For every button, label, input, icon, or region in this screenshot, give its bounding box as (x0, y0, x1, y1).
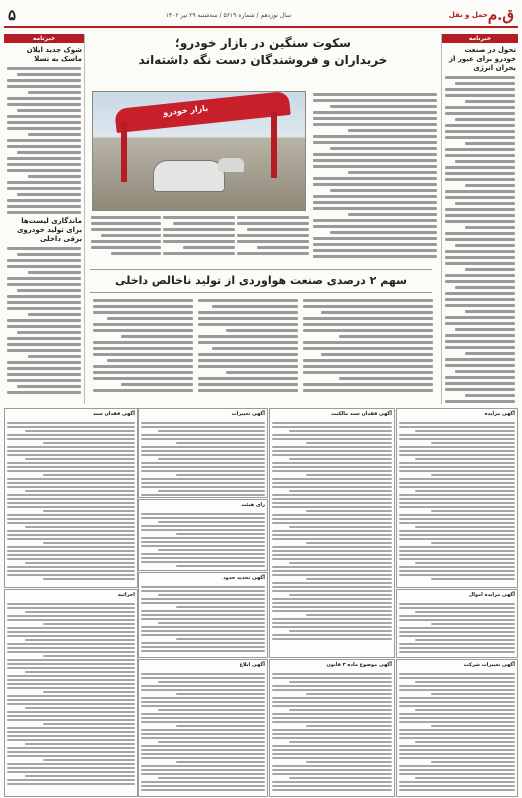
headline-line-1: سکوت سنگین در بازار خودرو؛ (175, 36, 351, 50)
second-story-col-2 (195, 296, 301, 402)
left-column-body-2 (4, 247, 84, 394)
page-number: ۵ (8, 6, 17, 24)
classified-title: رای هیئت (241, 502, 265, 508)
right-section-label: خبرنامه (442, 34, 518, 43)
second-story-col-3 (90, 296, 196, 402)
classified-ad (396, 408, 518, 588)
page-header (4, 4, 518, 28)
classified-ad (138, 408, 268, 498)
main-story-body-cont-3 (88, 213, 164, 265)
classified-ad (396, 659, 518, 797)
main-story-body (310, 90, 440, 262)
issue-meta: سال نوزدهم / شماره ۵۶۱۹ / سه‌شنبه ۲۹ تیر ۱۴۰۲ (165, 11, 292, 19)
classified-ad (269, 659, 395, 797)
left-column-title-2: ماندگاری لیست‌ها برای تولید خودروی برقی داخلی (16, 217, 82, 243)
gate-pillar-left (121, 122, 127, 182)
newspaper-logo: ق.م (487, 6, 514, 24)
classified-ad (138, 572, 268, 658)
classified-title: آگهی موضوع ماده ۳ قانون (326, 662, 392, 668)
gate-pillar-right (271, 112, 277, 178)
classified-title: آگهی تغییرات شرکت (463, 662, 515, 668)
headline-line-2: خریداران و فروشندگان دست نگه داشته‌اند (138, 53, 388, 67)
classified-title: آگهی فقدان سند (92, 411, 135, 417)
left-section-label: خبرنامه (4, 34, 84, 43)
left-column (4, 34, 85, 404)
classified-title: آگهی تحدید حدود (223, 575, 265, 581)
classified-ad (138, 499, 268, 571)
left-column-title-1: شوک جدید ایلان ماسک به تسلا (26, 46, 82, 63)
left-column-body-1 (4, 67, 84, 214)
classified-ad (269, 408, 395, 658)
main-story-body-cont-2 (160, 213, 238, 265)
right-column (441, 34, 518, 404)
right-column-title: تحول در صنعت خودرو برای عبور از بحران انرژی (448, 46, 516, 72)
classified-title: آگهی ابلاغ (239, 662, 265, 668)
main-story-body-cont-1 (234, 213, 312, 265)
gate-sign: بازار خودرو (162, 103, 209, 118)
car-image (153, 160, 225, 192)
second-headline: سهم ۲ درصدی صنعت هواوردی از تولید ناخالص داخلی (90, 269, 432, 293)
main-headline (94, 36, 432, 68)
section-label: حمل و نقل (448, 11, 488, 19)
classified-ad (138, 659, 268, 797)
classified-title: آگهی فقدان سند مالکیت (331, 411, 392, 417)
classified-title: آگهی تغییرات (231, 411, 265, 417)
right-column-body (442, 76, 518, 403)
classified-ad (4, 589, 138, 797)
car-market-photo (92, 91, 306, 211)
classified-ad (4, 408, 138, 588)
classified-title: اجرائیه (117, 592, 135, 598)
car-image-2 (218, 158, 244, 172)
second-story-col-1 (300, 296, 436, 402)
classified-title: آگهی مزایده اموال (468, 592, 515, 598)
classified-ad (396, 589, 518, 658)
classified-title: آگهی مزایده (484, 411, 515, 417)
